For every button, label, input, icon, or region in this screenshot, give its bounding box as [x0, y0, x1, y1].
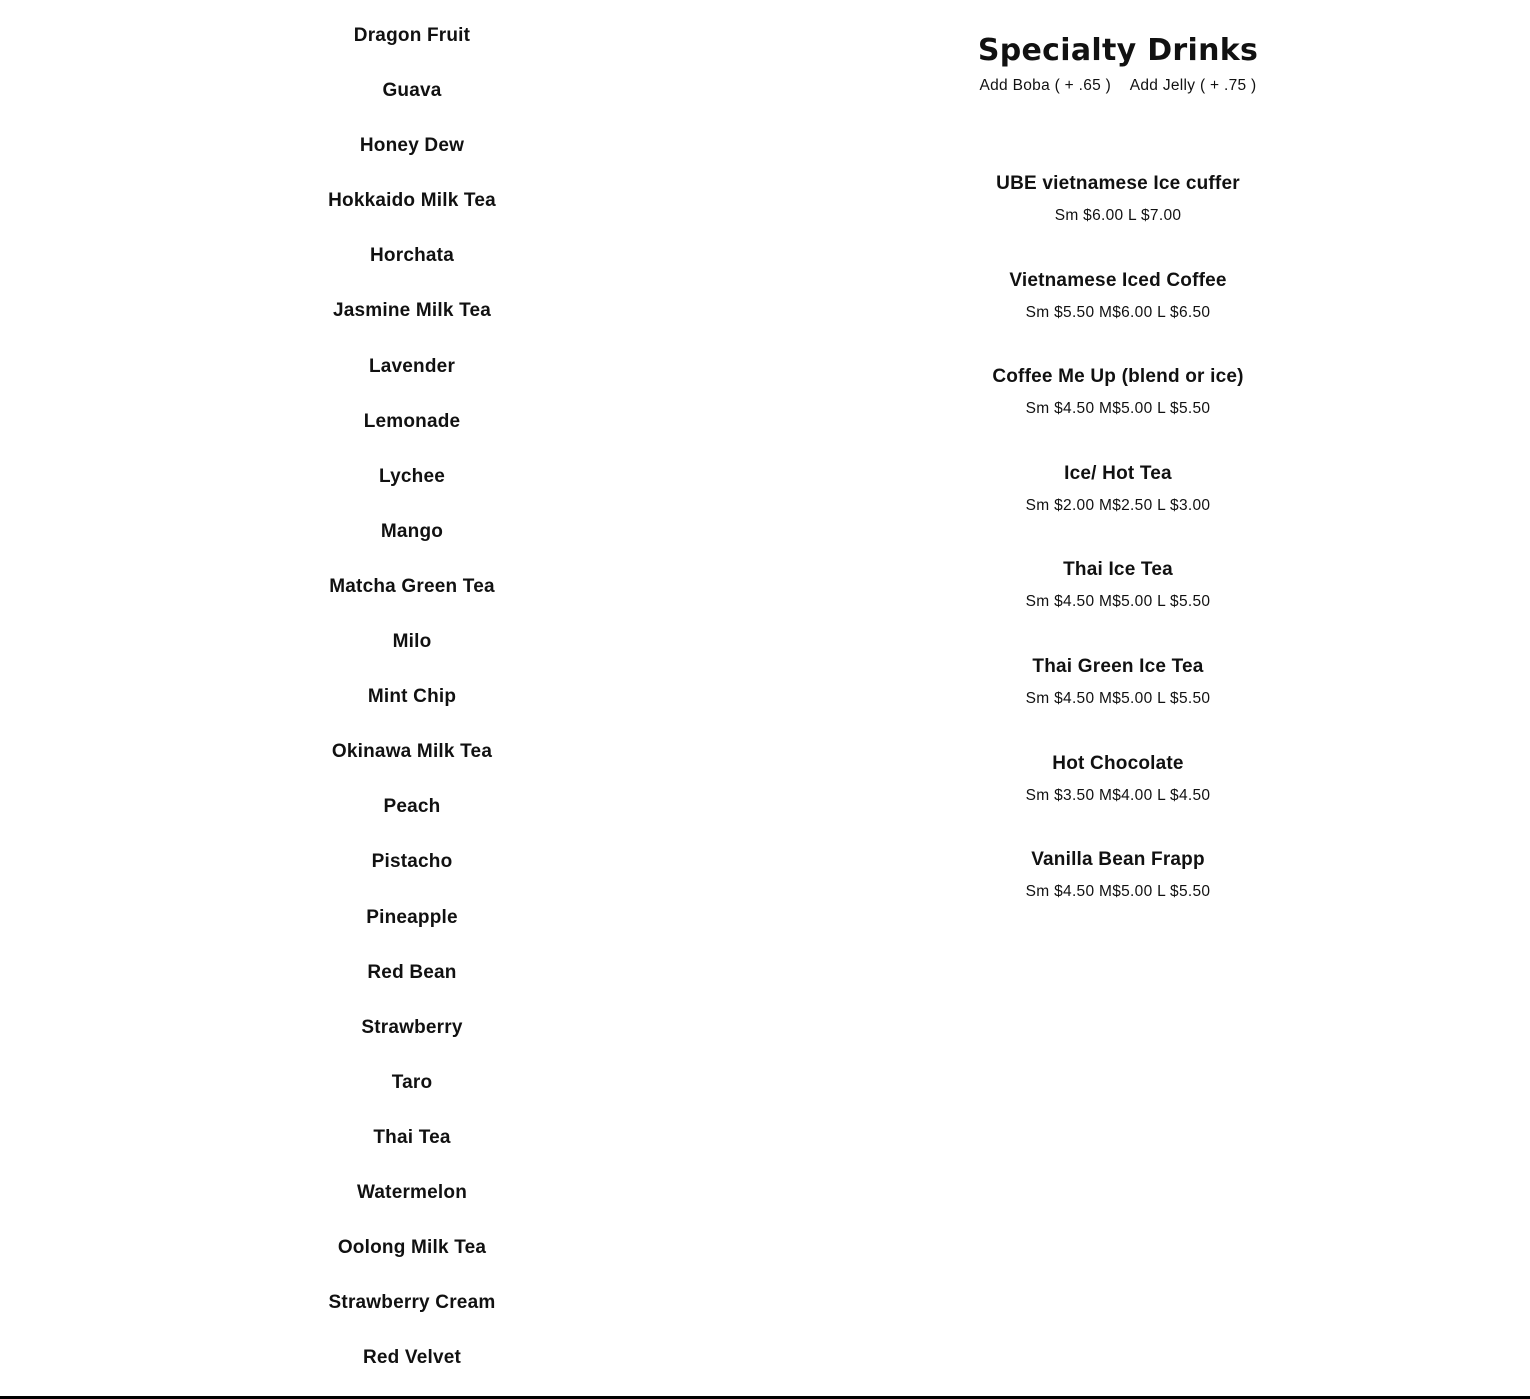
drink-price: Sm $4.50 M$5.00 L $5.50	[1025, 593, 1211, 611]
drink-item	[918, 846, 1318, 943]
flavor-item: Hokkaido Milk Tea	[328, 190, 496, 212]
drink-name: Vanilla Bean Frapp	[1031, 849, 1205, 871]
drink-price: Sm $6.00 L $7.00	[1054, 207, 1182, 224]
flavor-item: Horchata	[370, 245, 454, 267]
drink-item	[918, 267, 1318, 364]
section-title: Specialty Drinks	[977, 33, 1259, 68]
drink-item	[918, 170, 1318, 267]
flavor-item: Thai Tea	[373, 1126, 451, 1148]
specialty-drinks-header	[918, 28, 1318, 98]
flavor-item: Jasmine Milk Tea	[332, 300, 492, 322]
drink-item	[918, 363, 1318, 460]
flavor-item: Red Bean	[367, 961, 457, 983]
drink-price: Sm $4.50 M$5.00 L $5.50	[1025, 689, 1211, 707]
flavor-item: Red Velvet	[362, 1347, 462, 1369]
flavor-item: Honey Dew	[359, 135, 465, 157]
drink-name: Ice/ Hot Tea	[1064, 462, 1172, 484]
flavor-item: Peach	[383, 796, 441, 818]
drink-name: Thai Ice Tea	[1063, 559, 1173, 581]
flavor-item: Strawberry	[361, 1016, 463, 1038]
flavor-item: Mint Chip	[367, 686, 457, 708]
drink-item	[918, 750, 1318, 847]
drink-price: Sm $4.50 M$5.00 L $5.50	[1025, 400, 1211, 418]
drink-name: Thai Green Ice Tea	[1032, 655, 1204, 677]
flavor-item: Guava	[382, 80, 442, 102]
flavor-list	[312, 22, 512, 1399]
flavor-item: Lemonade	[363, 410, 461, 432]
flavor-item: Dragon Fruit	[353, 25, 471, 46]
drink-name: Vietnamese Iced Coffee	[1009, 269, 1227, 291]
flavor-item: Mango	[380, 520, 444, 542]
flavor-item: Oolong Milk Tea	[337, 1237, 487, 1259]
drink-price: Sm $5.50 M$6.00 L $6.50	[1025, 303, 1211, 321]
flavor-item: Matcha Green Tea	[329, 575, 495, 597]
drink-item	[918, 460, 1318, 557]
flavor-item: Taro	[391, 1071, 433, 1093]
flavor-item: Pineapple	[366, 906, 458, 928]
flavor-item: Lavender	[368, 355, 456, 377]
drink-item	[918, 653, 1318, 750]
addon-jelly: Add Jelly ( + .75 )	[1129, 77, 1257, 94]
drink-price: Sm $2.00 M$2.50 L $3.00	[1025, 496, 1211, 514]
flavor-item: Okinawa Milk Tea	[331, 741, 493, 763]
specialty-drink-list	[918, 170, 1318, 943]
flavor-item: Pistacho	[371, 851, 453, 873]
flavor-item: Lychee	[379, 465, 445, 487]
flavor-item: Milo	[392, 631, 432, 653]
drink-price: Sm $4.50 M$5.00 L $5.50	[1025, 883, 1211, 901]
drink-name: UBE vietnamese Ice cuffer	[996, 173, 1240, 194]
drink-name: Coffee Me Up (blend or ice)	[992, 366, 1244, 388]
addon-boba: Add Boba ( + .65 )	[979, 77, 1112, 94]
flavor-item: Strawberry Cream	[328, 1292, 496, 1314]
flavor-item: Watermelon	[356, 1181, 468, 1203]
addon-options	[918, 74, 1318, 98]
drink-name: Hot Chocolate	[1052, 752, 1184, 774]
drink-price: Sm $3.50 M$4.00 L $4.50	[1025, 786, 1211, 804]
drink-item	[918, 556, 1318, 653]
